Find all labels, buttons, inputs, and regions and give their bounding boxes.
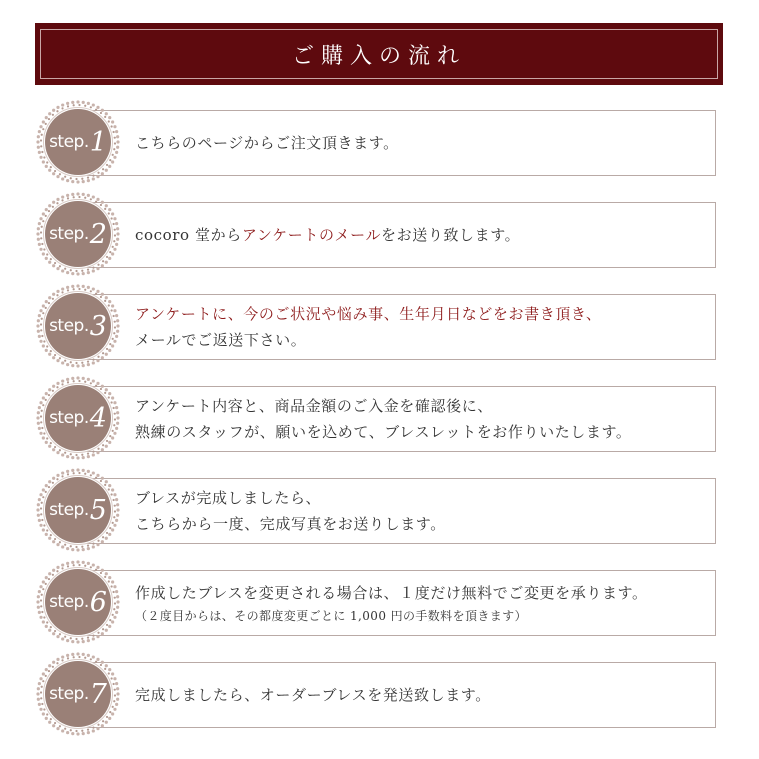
step-item [36, 190, 717, 278]
step-number: 7 [89, 678, 107, 710]
step-label: step. [49, 224, 89, 244]
step-item [36, 558, 717, 646]
step-text-line [135, 682, 709, 708]
step-badge [36, 652, 120, 736]
step-number: 2 [89, 218, 107, 250]
step-item [36, 282, 717, 370]
step-description-box [84, 570, 716, 636]
step-description-box [84, 386, 716, 452]
step-description-box [84, 662, 716, 728]
step-text-line [135, 419, 709, 445]
section-header [35, 23, 723, 85]
step-description-box [84, 294, 716, 360]
step-label: step. [49, 408, 89, 428]
step-note [135, 606, 709, 626]
step-number: 1 [89, 126, 107, 158]
header-frame [40, 29, 718, 79]
step-label: step. [49, 316, 89, 336]
step-text: 完成しましたら、オーダーブレスを発送致します。 [135, 686, 491, 704]
step-description-box [84, 478, 716, 544]
step-label: step. [49, 132, 89, 152]
step-badge-label [36, 652, 120, 736]
step-text: メールでご返送下さい。 [135, 331, 307, 349]
step-badge [36, 560, 120, 644]
step-item [36, 466, 717, 554]
step-badge-label [36, 376, 120, 460]
step-description-box [84, 110, 716, 176]
step-number: 4 [89, 402, 107, 434]
step-badge [36, 100, 120, 184]
step-text: 作成したブレスを変更される場合は、１度だけ無料でご変更を承ります。 [135, 584, 648, 602]
step-item [36, 98, 717, 186]
step-label: step. [49, 500, 89, 520]
step-item [36, 650, 717, 738]
step-text: （２度目からは、その都度変更ごとに 1,000 円の手数料を頂きます） [135, 609, 527, 623]
step-text-line [135, 327, 709, 353]
step-badge-label [36, 468, 120, 552]
step-text: cocoro 堂から [135, 226, 242, 244]
step-badge [36, 376, 120, 460]
step-text-highlight: アンケートのメール [241, 226, 382, 244]
step-badge-label [36, 100, 120, 184]
page-title: ご購入の流れ [291, 43, 466, 69]
step-text: アンケート内容と、商品金額のご入金を確認後に、 [135, 397, 493, 415]
step-label: step. [49, 684, 89, 704]
step-number: 5 [89, 494, 107, 526]
step-text: をお送り致します。 [381, 226, 521, 244]
step-text: 熟練のスタッフが、願いを込めて、ブレスレットをお作りいたします。 [135, 423, 632, 441]
step-label: step. [49, 592, 89, 612]
step-text-line [135, 393, 709, 419]
step-text: こちらから一度、完成写真をお送りします。 [135, 515, 446, 533]
step-badge-label [36, 284, 120, 368]
step-text: ブレスが完成しましたら、 [135, 489, 322, 507]
step-badge [36, 468, 120, 552]
step-description-box [84, 202, 716, 268]
step-badge-label [36, 560, 120, 644]
step-text-highlight: アンケートに、今のご状況や悩み事、生年月日などをお書き頂き、 [135, 305, 602, 323]
step-text: こちらのページからご注文頂きます。 [135, 134, 399, 152]
step-badge-label [36, 192, 120, 276]
step-number: 6 [89, 586, 107, 618]
step-text-line [135, 511, 709, 537]
step-badge [36, 284, 120, 368]
step-item [36, 374, 717, 462]
step-text-line [135, 301, 709, 327]
step-text-line [135, 130, 709, 156]
step-text-line [135, 485, 709, 511]
step-text-line [135, 580, 709, 606]
step-number: 3 [89, 310, 107, 342]
step-text-line [135, 222, 709, 248]
step-badge [36, 192, 120, 276]
